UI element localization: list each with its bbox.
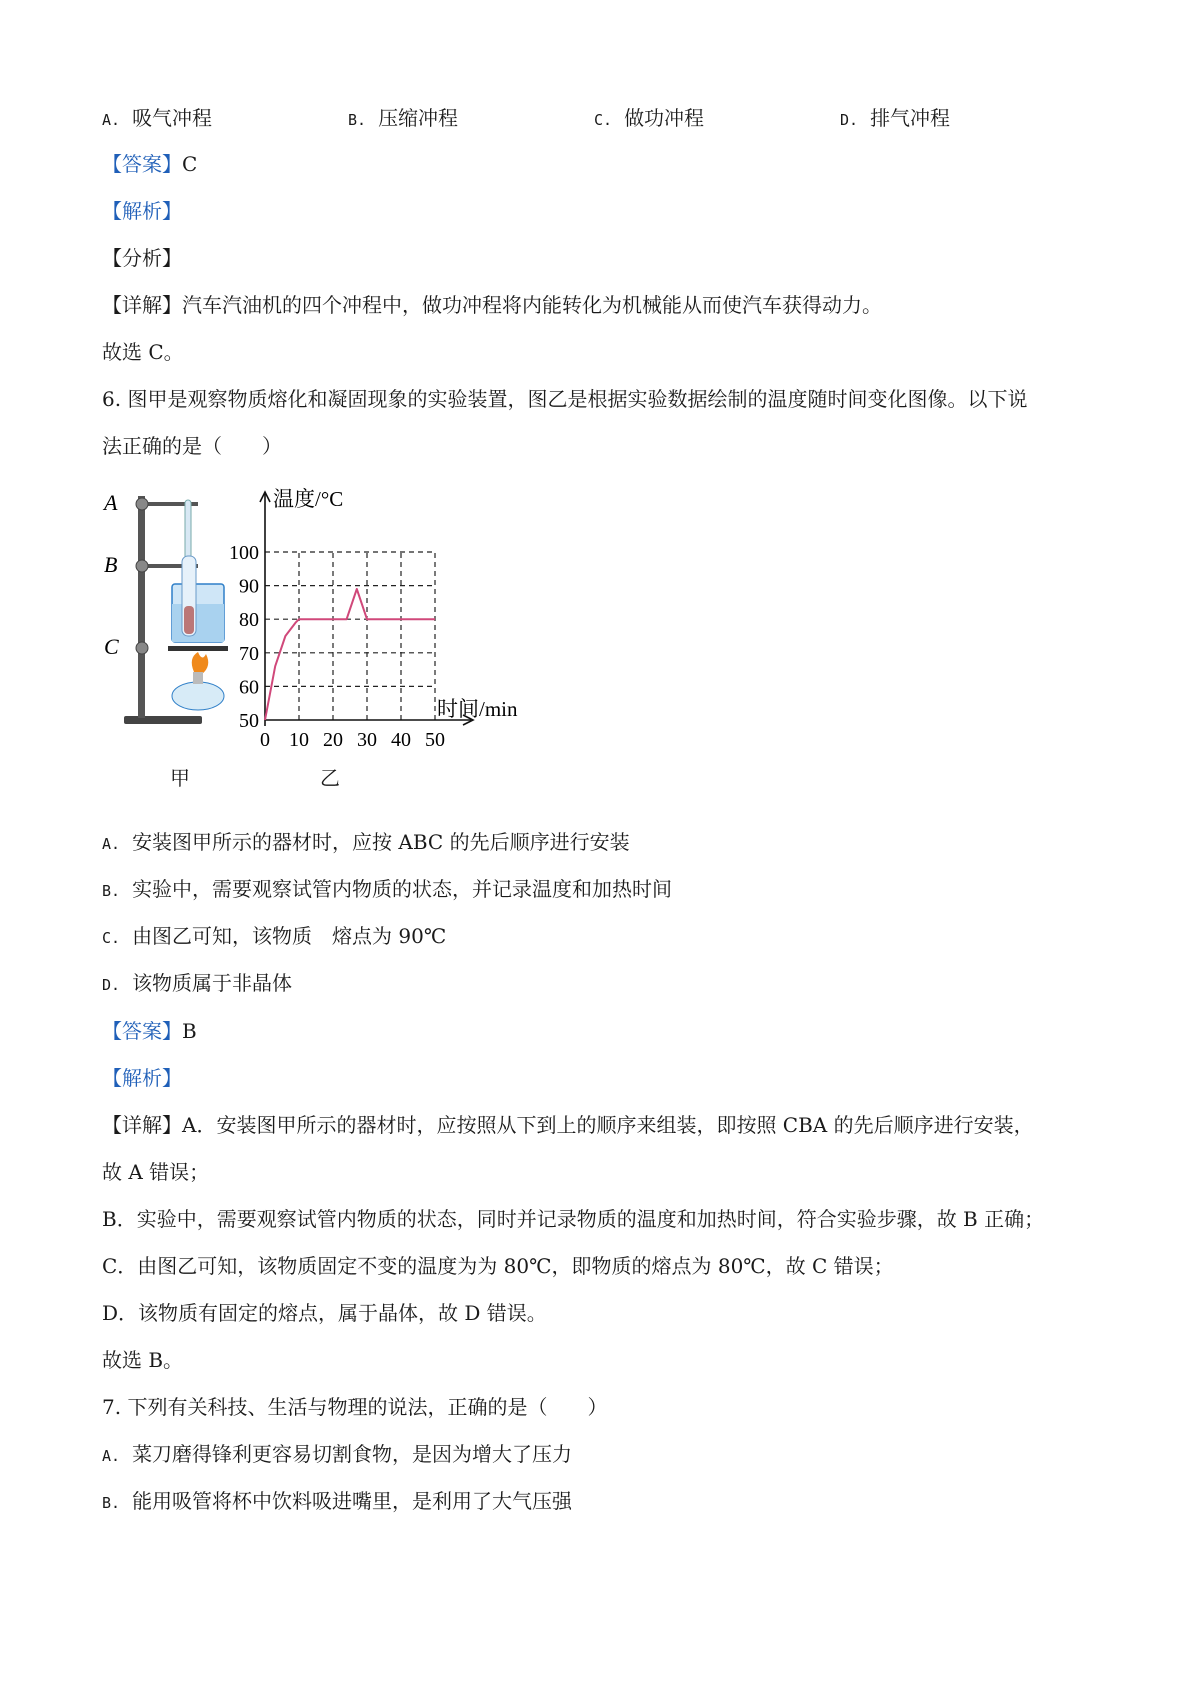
y-tick-label: 50 (239, 710, 259, 732)
option-letter: C. (102, 929, 121, 947)
detail-text: 汽车汽油机的四个冲程中，做功冲程将内能转化为机械能从而使汽车获得动力。 (182, 293, 882, 317)
answer-value: B (182, 1019, 197, 1043)
alcohol-lamp (172, 682, 224, 710)
label-b: B (104, 552, 118, 577)
temperature-chart (229, 487, 518, 751)
temperature-curve (265, 589, 435, 720)
option-text: 由图乙可知，该物质 熔点为 90℃ (132, 924, 447, 948)
y-axis-title: 温度/°C (273, 487, 344, 511)
figure-svg (102, 486, 562, 796)
caption-jia: 甲 (170, 766, 190, 790)
answer-tag: 【答案】 (102, 1019, 182, 1043)
option-letter: B. (348, 111, 367, 129)
option-text: 菜刀磨得锋利更容易切割食物，是因为增大了压力 (132, 1442, 573, 1466)
q5-answer (102, 150, 197, 178)
lamp-wick (193, 672, 203, 684)
option-text: 实验中，需要观察试管内物质的状态，并记录温度和加热时间 (132, 877, 673, 901)
option-text: 安装图甲所示的器材时，应按 ABC 的先后顺序进行安装 (132, 830, 630, 854)
q7-stem: 7. 下列有关科技、生活与物理的说法，正确的是（ ） (102, 1395, 608, 1419)
q6-stem-line1: 6. 图甲是观察物质熔化和凝固现象的实验装置，图乙是根据实验数据绘制的温度随时间变化图像。以下说 (102, 387, 1028, 411)
q5-jiexi-tag: 【解析】 (102, 199, 182, 223)
option-text: 吸气冲程 (132, 106, 213, 130)
x-tick-label: 50 (425, 729, 445, 751)
q5-option-b (348, 102, 458, 131)
q5-option-c (594, 102, 704, 131)
answer-tag: 【答案】 (102, 152, 182, 176)
option-letter: B. (102, 882, 121, 900)
label-c: C (104, 634, 119, 659)
option-letter: C. (594, 111, 613, 129)
clamp-b-knob (136, 560, 148, 572)
x-axis-title: 时间/min (437, 697, 518, 721)
option-letter: D. (840, 111, 859, 129)
detail-text: A．安装图甲所示的器材时，应按照从下到上的顺序来组装，即按照 CBA 的先后顺序进行安装， (182, 1113, 1034, 1137)
y-tick-label: 100 (229, 542, 259, 564)
beaker-water (172, 604, 224, 642)
option-text: 做功冲程 (624, 106, 705, 130)
flame-icon (192, 652, 209, 674)
y-tick-label: 90 (239, 575, 259, 598)
q6-detail-a (102, 1111, 1034, 1139)
q5-options (102, 102, 1102, 130)
y-tick-label: 70 (239, 642, 259, 665)
option-text: 压缩冲程 (378, 106, 459, 130)
caption-yi: 乙 (320, 766, 340, 790)
option-letter: A. (102, 1447, 121, 1465)
clamp-c-knob (136, 642, 148, 654)
q7-option-a (102, 1440, 572, 1470)
detail-tag: 【详解】 (102, 1113, 182, 1137)
ring-c (168, 646, 228, 651)
answer-value: C (182, 152, 198, 176)
q6-option-c (102, 922, 446, 952)
q5-detail (102, 291, 882, 319)
q6-stem-line2: 法正确的是（ ） (102, 434, 282, 458)
x-tick-label: 10 (289, 729, 309, 751)
x-tick-label: 30 (357, 729, 377, 751)
q5-fenxi-tag: 【分析】 (102, 246, 182, 270)
option-text: 该物质属于非晶体 (132, 971, 293, 995)
q6-option-b (102, 875, 672, 905)
q6-detail-c: C．由图乙可知，该物质固定不变的温度为为 80℃，即物质的熔点为 80℃，故 C 错误； (102, 1254, 894, 1278)
y-tick-label: 60 (239, 676, 259, 699)
option-letter: D. (102, 976, 121, 994)
q6-option-d (102, 969, 292, 999)
apparatus-illustration (102, 490, 228, 724)
stand-base (124, 716, 202, 724)
q6-detail-d: D．该物质有固定的熔点，属于晶体，故 D 错误。 (102, 1301, 547, 1325)
q6-detail-b: B．实验中，需要观察试管内物质的状态，同时并记录物质的温度和加热时间，符合实验步骤，故 B 正确； (102, 1207, 1045, 1231)
q6-detail-a-cont: 故 A 错误； (102, 1160, 210, 1184)
x-tick-label: 20 (323, 729, 343, 751)
q6-jiexi-tag: 【解析】 (102, 1066, 182, 1090)
q6-figure (102, 486, 562, 796)
test-tube-substance (184, 606, 194, 634)
x-tick-label: 0 (260, 729, 270, 751)
stand-rod (138, 496, 145, 718)
option-letter: A. (102, 835, 121, 853)
q5-choose: 故选 C。 (102, 340, 184, 364)
x-tick-label: 40 (391, 729, 411, 751)
q6-option-a (102, 828, 630, 858)
q6-answer (102, 1017, 197, 1045)
detail-tag: 【详解】 (102, 293, 182, 317)
label-a: A (104, 490, 118, 515)
option-letter: B. (102, 1494, 121, 1512)
q5-option-d (840, 102, 950, 131)
q6-choose: 故选 B。 (102, 1348, 184, 1372)
clamp-a-knob (136, 498, 148, 510)
option-text: 排气冲程 (870, 106, 951, 130)
option-text: 能用吸管将杯中饮料吸进嘴里，是利用了大气压强 (132, 1489, 573, 1513)
option-letter: A. (102, 111, 121, 129)
q7-option-b (102, 1487, 572, 1517)
q5-option-a (102, 102, 212, 131)
y-tick-label: 80 (239, 609, 259, 632)
